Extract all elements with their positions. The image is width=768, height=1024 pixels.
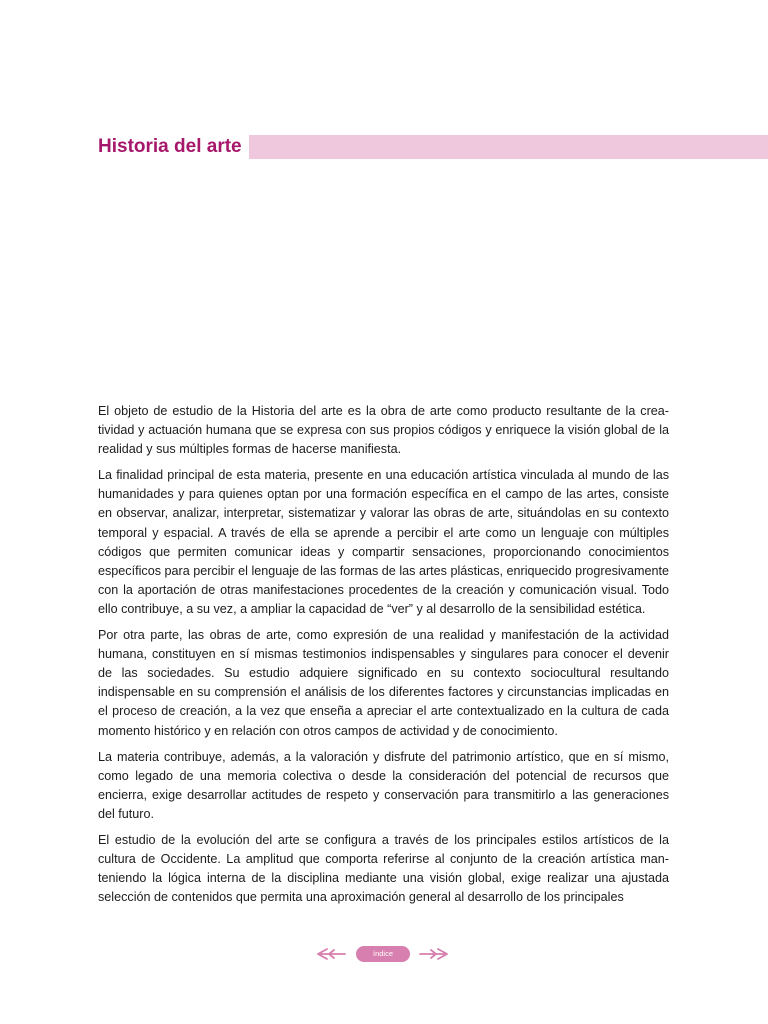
paragraph-3: Por otra parte, las obras de arte, como expresión de una realidad y manifestación de la actividad humana, constituyen en sí mismas testimonios indispensables y singulares para conocer el devenir de las sociedades. Su estudio adquiere significado en su contexto sociocultural resultando indispensable en su comprensión el análisis de los diferentes factores y circunstancias implicadas en el proceso de creación, a la vez que enseña a apreciar el arte contextualizado en la cultura de cada momento histórico y en relación con otros campos de actividad y de conocimiento. — [98, 628, 669, 738]
page-navigation — [0, 944, 768, 964]
section-header — [98, 134, 768, 160]
body-text — [98, 402, 669, 914]
paragraph-4: La materia contribuye, además, a la valoración y disfrute del patrimonio artístico, que en sí mismo, como legado de una memoria colectiva o desde la consideración del potencial de recursos que encierra, exige desarrollar actitudes de respeto y conservación para transmitirlo a las generaciones del futuro. — [98, 749, 669, 821]
arrow-left-icon[interactable] — [315, 947, 347, 961]
page-title: Historia del arte — [98, 136, 242, 157]
paragraph-5: El estudio de la evolución del arte se configura a través de los principales estilos artísticos de la cultura de Occidente. La amplitud que comporta referirse al conjunto de la creación artística manteniendo la lógica interna de la disciplina mediante una visión global, exige realizar una ajustada selección de contenidos que permita una aproximación general al desarrollo de los principales — [98, 832, 669, 905]
paragraph-1: El objeto de estudio de la Historia del arte es la obra de arte como producto resultante de la creatividad y actuación humana que se expresa con sus propios códigos y enriquece la visión global de la realidad y sus múltiples formas de hacerse manifiesta. — [98, 404, 669, 457]
arrow-right-icon[interactable] — [418, 947, 450, 961]
title-band — [249, 135, 768, 159]
paragraph-2: La finalidad principal de esta materia, presente en una educación artística vinculada al mundo de las humanidades y para quienes optan por una formación específica en el campo de las artes, consiste en observar, analizar, interpretar, sistematizar y valorar las obras de arte, situándolas en su contexto temporal y espacial. A través de ella se aprende a percibir el arte como un lenguaje con múltiples códigos que permiten comunicar ideas y compartir sensaciones, proporcionando conocimientos específicos para percibir el lenguaje de las formas de las artes plásticas, enriquecido progresivamente con la aportación de otras manifestaciones procedentes de la creación y comunicación visual. Todo ello contribuye, a su vez, a ampliar la capacidad de “ver” y al desarrollo de la sensibilidad estética. — [98, 468, 669, 616]
index-button[interactable]: índice — [356, 946, 410, 962]
